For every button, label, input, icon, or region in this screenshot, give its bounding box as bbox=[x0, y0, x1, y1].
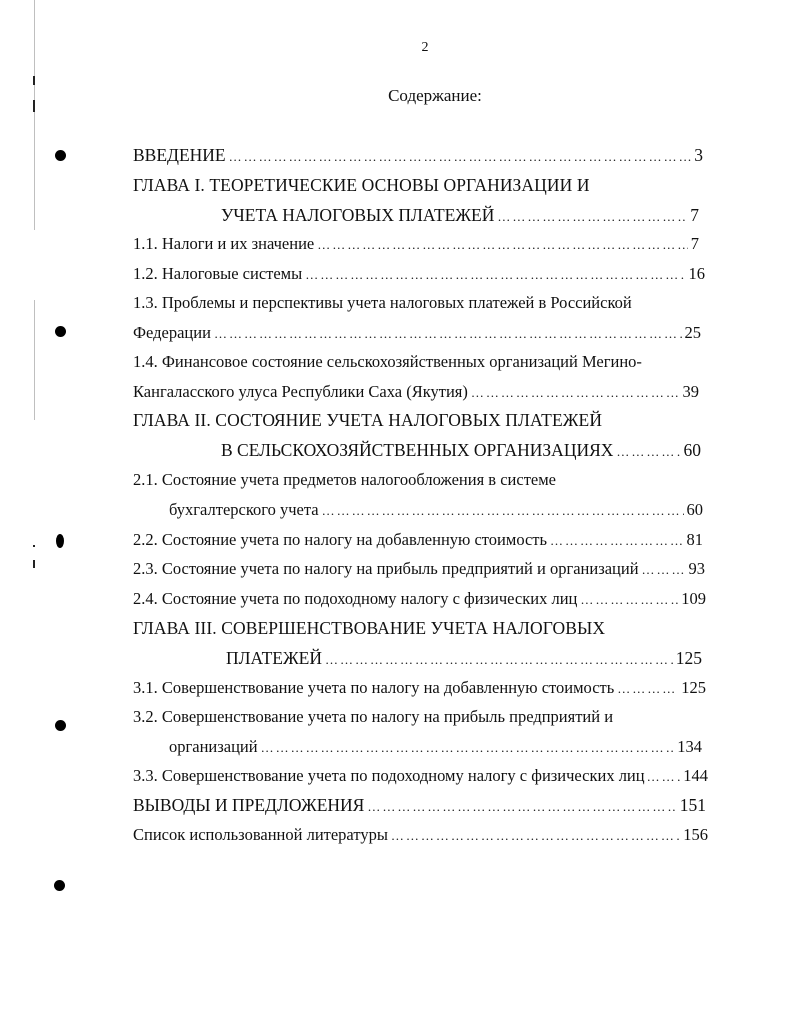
toc-entry-references bbox=[133, 825, 708, 846]
scan-mark bbox=[33, 545, 35, 547]
scan-margin-line bbox=[34, 0, 35, 230]
toc-entry-1-4 bbox=[133, 382, 699, 403]
toc-entry-label: ПЛАТЕЖЕЙ bbox=[226, 648, 322, 668]
toc-entry-label: ВВЕДЕНИЕ bbox=[133, 145, 226, 165]
toc-entry-label: Список использованной литературы bbox=[133, 825, 388, 844]
toc-entry-label: УЧЕТА НАЛОГОВЫХ ПЛАТЕЖЕЙ bbox=[221, 205, 495, 225]
dot-leader bbox=[391, 826, 680, 846]
toc-entry-chapter-1 bbox=[221, 205, 699, 227]
punch-hole-mark bbox=[55, 720, 66, 731]
toc-chapter-3-title: ГЛАВА III. СОВЕРШЕНСТВОВАНИЕ УЧЕТА НАЛОГОВЫХ bbox=[133, 618, 606, 638]
dot-leader bbox=[550, 531, 683, 551]
toc-entry-page: 81 bbox=[686, 530, 703, 549]
toc-entry-chapter-3 bbox=[226, 648, 702, 670]
punch-hole-mark bbox=[55, 150, 66, 161]
dot-leader bbox=[214, 324, 682, 344]
toc-entry-page: 125 bbox=[675, 648, 702, 668]
toc-entry-label: ВЫВОДЫ И ПРЕДЛОЖЕНИЯ bbox=[133, 795, 365, 815]
toc-entry-2-1 bbox=[169, 500, 703, 521]
toc-entry-1-4-title: 1.4. Финансовое состояние сельскохозяйственных организаций Мегино- bbox=[133, 352, 642, 371]
toc-entry-page: 156 bbox=[683, 825, 708, 844]
toc-chapter-1-title: ГЛАВА I. ТЕОРЕТИЧЕСКИЕ ОСНОВЫ ОРГАНИЗАЦИИ И bbox=[133, 175, 590, 195]
toc-entry-page: 151 bbox=[679, 795, 706, 815]
toc-entry-chapter-2 bbox=[221, 440, 701, 462]
dot-leader bbox=[647, 767, 682, 787]
dot-leader bbox=[322, 501, 684, 521]
toc-entry-label: 2.2. Состояние учета по налогу на добавленную стоимость bbox=[133, 530, 548, 549]
dot-leader bbox=[305, 265, 685, 285]
dot-leader bbox=[497, 207, 687, 227]
toc-entry-page: 7 bbox=[690, 234, 699, 253]
dot-leader bbox=[617, 679, 678, 699]
toc-entry-label: 2.4. Состояние учета по подоходному налогу с физических лиц bbox=[133, 589, 578, 608]
toc-entry-intro bbox=[133, 145, 703, 167]
toc-entry-page: 60 bbox=[686, 500, 703, 519]
dot-leader bbox=[317, 235, 688, 255]
toc-entry-3-1 bbox=[133, 678, 706, 699]
toc-entry-label: 1.1. Налоги и их значение bbox=[133, 234, 315, 253]
toc-entry-page: 144 bbox=[683, 766, 708, 785]
dot-leader bbox=[616, 442, 680, 462]
punch-hole-mark bbox=[54, 880, 65, 891]
dot-leader bbox=[261, 738, 675, 758]
toc-entry-label: В СЕЛЬСКОХОЗЯЙСТВЕННЫХ ОРГАНИЗАЦИЯХ bbox=[221, 440, 614, 460]
page-title: Содержание: bbox=[388, 86, 482, 105]
toc-entry-2-1-title: 2.1. Состояние учета предметов налогообложения в системе bbox=[133, 470, 556, 489]
toc-entry-3-2 bbox=[169, 737, 702, 758]
toc-entry-3-2-title: 3.2. Совершенствование учета по налогу на прибыль предприятий и bbox=[133, 707, 614, 726]
dot-leader bbox=[367, 797, 676, 817]
page-number: 2 bbox=[421, 40, 429, 55]
toc-entry-label: бухгалтерского учета bbox=[169, 500, 319, 519]
toc-entry-2-3 bbox=[133, 559, 705, 580]
scan-margin-line bbox=[34, 300, 35, 420]
toc-entry-3-3 bbox=[133, 766, 708, 787]
toc-entry-label: 2.3. Состояние учета по налогу на прибыль предприятий и организаций bbox=[133, 559, 639, 578]
toc-entry-page: 125 bbox=[681, 678, 706, 697]
punch-hole-mark bbox=[56, 534, 64, 548]
toc-entry-1-3-title: 1.3. Проблемы и перспективы учета налоговых платежей в Российской bbox=[133, 293, 632, 312]
toc-entry-1-2 bbox=[133, 264, 705, 285]
toc-entry-1-1 bbox=[133, 234, 699, 255]
toc-entry-label: Кангаласского улуса Республики Саха (Якутия) bbox=[133, 382, 468, 401]
toc-entry-page: 134 bbox=[677, 737, 702, 756]
toc-entry-2-2 bbox=[133, 530, 703, 551]
toc-entry-page: 109 bbox=[681, 589, 706, 608]
toc-entry-label: Федерации bbox=[133, 323, 211, 342]
toc-entry-page: 3 bbox=[694, 145, 703, 165]
toc-entry-page: 60 bbox=[683, 440, 701, 460]
toc-entry-page: 7 bbox=[690, 205, 699, 225]
toc-entry-2-4 bbox=[133, 589, 706, 610]
toc-entry-label: 3.1. Совершенствование учета по налогу на добавленную стоимость bbox=[133, 678, 615, 697]
dot-leader bbox=[471, 383, 680, 403]
scan-mark bbox=[33, 76, 35, 85]
dot-leader bbox=[580, 590, 678, 610]
toc-entry-page: 93 bbox=[688, 559, 705, 578]
toc-entry-page: 25 bbox=[684, 323, 701, 342]
toc-entry-label: 3.3. Совершенствование учета по подоходному налогу с физических лиц bbox=[133, 766, 645, 785]
toc-chapter-2-title: ГЛАВА II. СОСТОЯНИЕ УЧЕТА НАЛОГОВЫХ ПЛАТЕЖЕЙ bbox=[133, 410, 603, 430]
toc-entry-label: организаций bbox=[169, 737, 258, 756]
dot-leader bbox=[642, 560, 686, 580]
dot-leader bbox=[325, 650, 673, 670]
toc-entry-page: 39 bbox=[682, 382, 699, 401]
dot-leader bbox=[229, 147, 692, 167]
toc-entry-conclusions bbox=[133, 795, 706, 817]
punch-hole-mark bbox=[55, 326, 66, 337]
toc-entry-1-3 bbox=[133, 323, 701, 344]
toc-entry-label: 1.2. Налоговые системы bbox=[133, 264, 303, 283]
toc-entry-page: 16 bbox=[688, 264, 705, 283]
scan-mark bbox=[33, 560, 35, 568]
